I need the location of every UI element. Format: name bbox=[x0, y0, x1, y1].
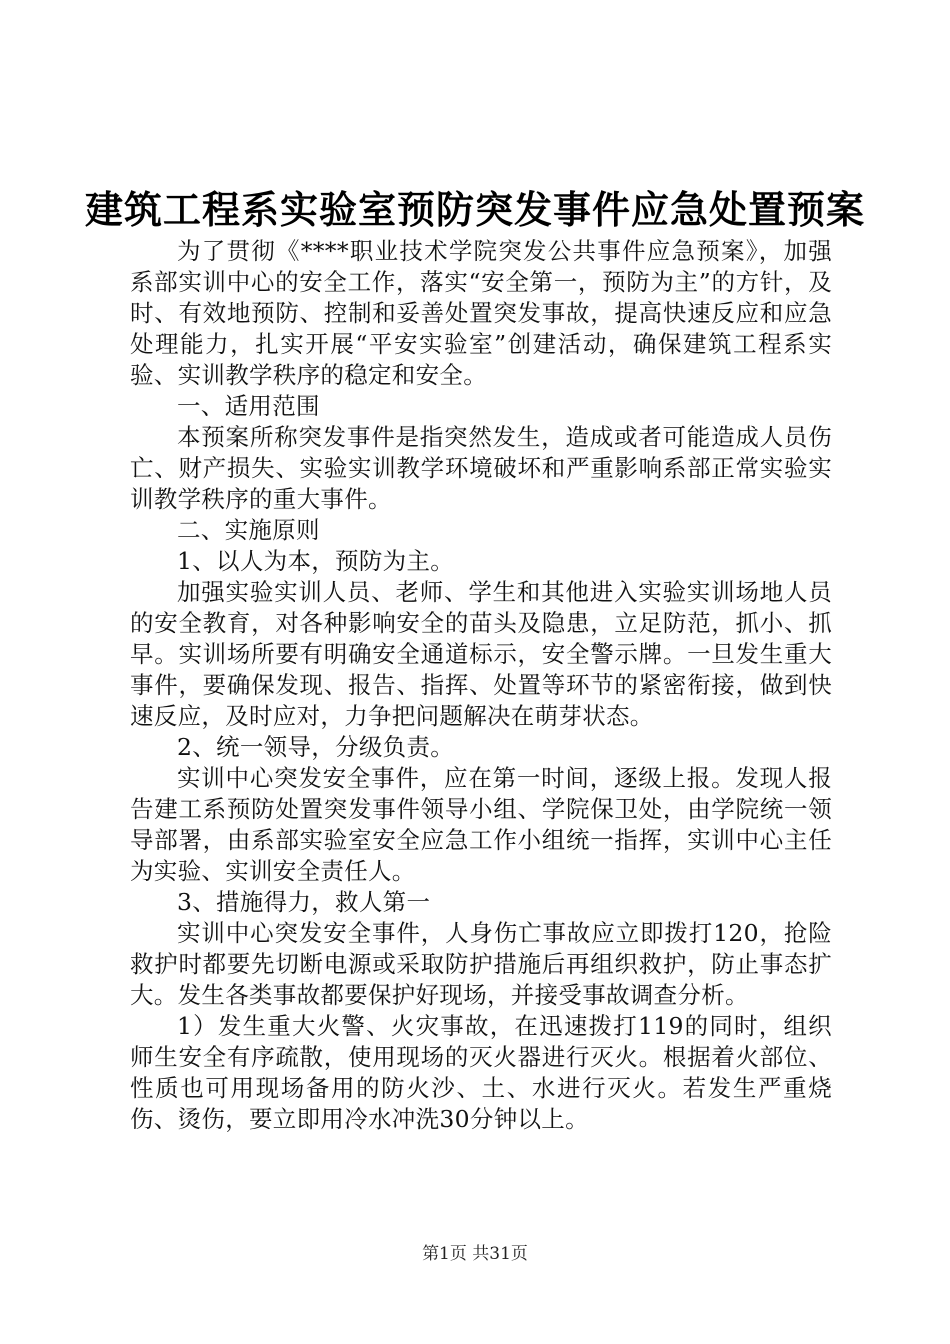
principle-paragraph-1: 加强实验实训人员、老师、学生和其他进入实验实训场地人员的安全教育，对各种影响安全的苗头及隐患，立足防范，抓小、抓早。实训场所要有明确安全通道标示，安全警示牌。一旦发生重大事件，要确保发现、报告、指挥、处置等环节的紧密衔接，做到快速反应，及时应对，力争把问题解决在萌芽状态。 bbox=[130, 578, 832, 730]
intro-paragraph: 为了贯彻《****职业技术学院突发公共事件应急预案》，加强系部实训中心的安全工作，落实“安全第一，预防为主”的方针，及时、有效地预防、控制和妥善处置突发事故，提高快速反应和应急处理能力，扎实开展“平安实验室”创建活动，确保建筑工程系实验、实训教学秩序的稳定和安全。 bbox=[130, 237, 832, 389]
principle-heading-3: 3、措施得力，救人第一 bbox=[177, 888, 431, 916]
section-heading-principles: 二、实施原则 bbox=[177, 516, 320, 544]
fire-procedure-paragraph: 1）发生重大火警、火灾事故，在迅速拨打119的同时，组织师生安全有序疏散，使用现场的灭火器进行灭火。根据着火部位、性质也可用现场备用的防火沙、土、水进行灭火。若发生严重烧伤、烫伤，要立即用冷水冲洗30分钟以上。 bbox=[130, 1012, 832, 1133]
principle-paragraph-2: 实训中心突发安全事件，应在第一时间，逐级上报。发现人报告建工系预防处置突发事件领导小组、学院保卫处，由学院统一领导部署，由系部实验室安全应急工作小组统一指挥，实训中心主任为实验、实训安全责任人。 bbox=[130, 764, 832, 885]
scope-paragraph: 本预案所称突发事件是指突然发生，造成或者可能造成人员伤亡、财产损失、实验实训教学环境破坏和严重影响系部正常实验实训教学秩序的重大事件。 bbox=[130, 423, 832, 513]
document-title: 建筑工程系实验室预防突发事件应急处置预案 bbox=[84, 187, 865, 232]
principle-heading-2: 2、统一领导，分级负责。 bbox=[177, 733, 455, 761]
section-heading-scope: 一、适用范围 bbox=[177, 392, 320, 420]
principle-paragraph-3: 实训中心突发安全事件，人身伤亡事故应立即拨打120，抢险救护时都要先切断电源或采取防护措施后再组织救护，防止事态扩大。发生各类事故都要保护好现场，并接受事故调查分析。 bbox=[130, 919, 832, 1009]
page-number: 第1页 共31页 bbox=[422, 1244, 528, 1264]
document-body bbox=[130, 236, 832, 1135]
principle-heading-1: 1、以人为本，预防为主。 bbox=[177, 547, 455, 575]
